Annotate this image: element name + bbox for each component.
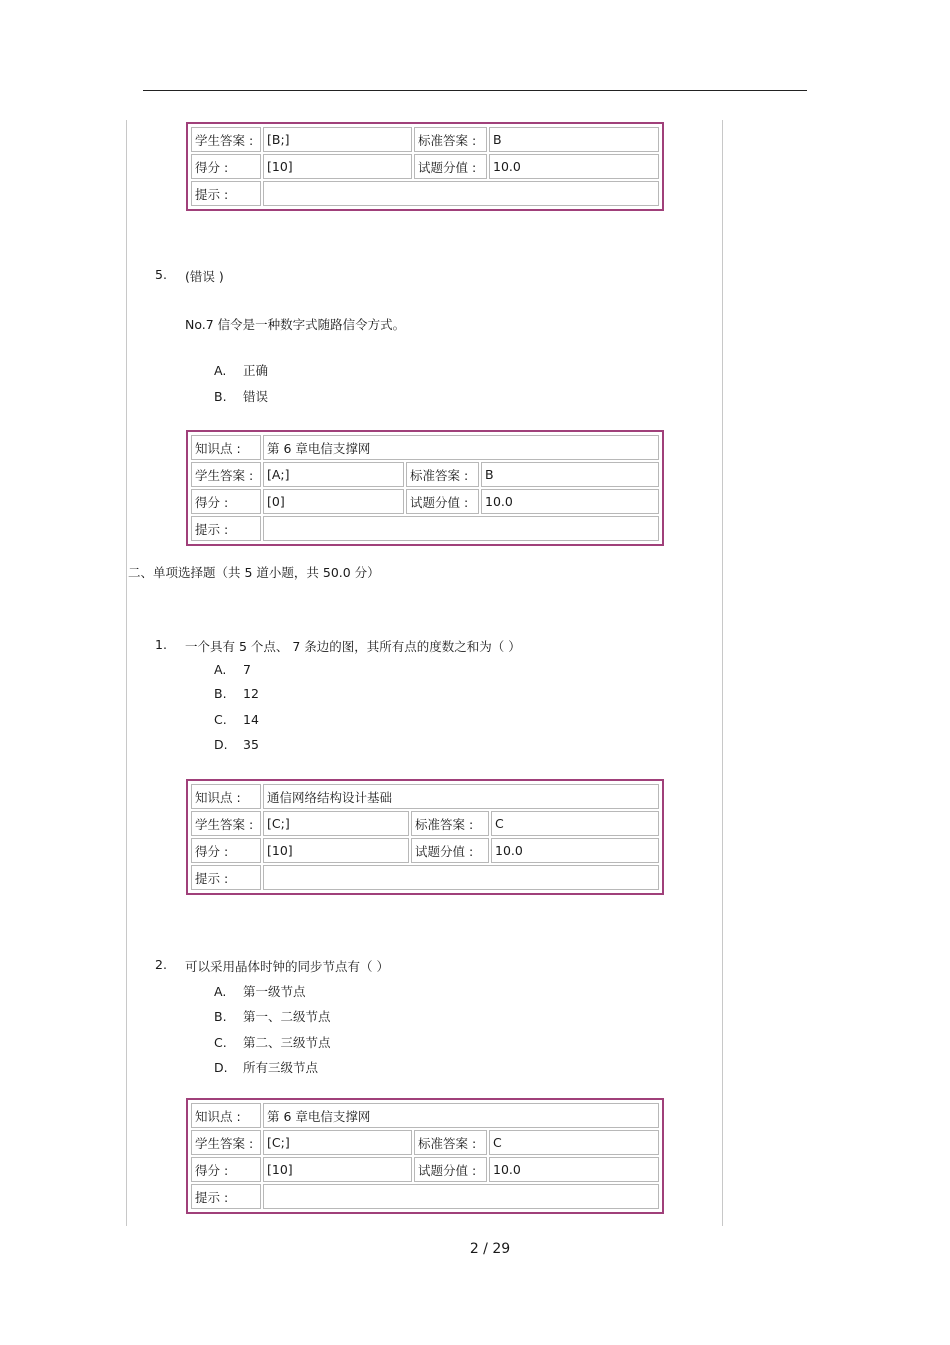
label-score: 得分 : — [191, 1157, 261, 1182]
hint-value — [263, 181, 659, 206]
option-a: A. 第一级节点 — [214, 984, 306, 999]
content-border-left — [126, 120, 127, 1226]
section-title: 二、单项选择题（共 5 道小题，共 50.0 分） — [128, 565, 380, 580]
option-a: A. 7 — [214, 662, 251, 677]
question-number: 1. — [155, 637, 167, 652]
standard-answer-value: B — [489, 127, 659, 152]
result-table-q5 — [186, 430, 664, 546]
score-value: [0] — [263, 489, 404, 514]
student-answer-value: [A;] — [263, 462, 404, 487]
option-d: D. 35 — [214, 737, 259, 752]
score-value: [10] — [263, 1157, 412, 1182]
knowledge-value: 第 6 章电信支撑网 — [263, 435, 659, 460]
option-c: C. 第二、三级节点 — [214, 1035, 331, 1050]
label-score: 得分 : — [191, 489, 261, 514]
question-status: (错误 ) — [185, 269, 224, 284]
question-number: 2. — [155, 957, 167, 972]
question-value: 10.0 — [491, 838, 659, 863]
page-number: 2 / 29 — [469, 1241, 511, 1257]
label-standard-answer: 标准答案 : — [414, 127, 487, 152]
student-answer-value: [C;] — [263, 1130, 412, 1155]
question-value: 10.0 — [489, 1157, 659, 1182]
option-b: B. 第一、二级节点 — [214, 1009, 331, 1024]
label-knowledge: 知识点 : — [191, 435, 261, 460]
score-value: [10] — [263, 154, 412, 179]
question-text: 一个具有 5 个点、 7 条边的图，其所有点的度数之和为（ ） — [185, 639, 521, 654]
standard-answer-value: C — [489, 1130, 659, 1155]
label-student-answer: 学生答案 : — [191, 1130, 261, 1155]
label-knowledge: 知识点 : — [191, 1103, 261, 1128]
standard-answer-value: C — [491, 811, 659, 836]
question-value: 10.0 — [489, 154, 659, 179]
option-b: B. 12 — [214, 686, 259, 701]
knowledge-value: 第 6 章电信支撑网 — [263, 1103, 659, 1128]
student-answer-value: [C;] — [263, 811, 409, 836]
question-number: 5. — [155, 267, 167, 282]
label-student-answer: 学生答案 : — [191, 462, 261, 487]
question-text: No.7 信令是一种数字式随路信令方式。 — [185, 317, 406, 332]
result-table-mc1 — [186, 779, 664, 895]
result-table-previous — [186, 122, 664, 211]
label-score: 得分 : — [191, 154, 261, 179]
header-rule — [143, 90, 807, 91]
label-standard-answer: 标准答案 : — [411, 811, 489, 836]
hint-value — [263, 516, 659, 541]
label-question-value: 试题分值 : — [411, 838, 489, 863]
label-question-value: 试题分值 : — [414, 154, 487, 179]
label-hint: 提示 : — [191, 865, 261, 890]
result-table-mc2 — [186, 1098, 664, 1214]
standard-answer-value: B — [481, 462, 659, 487]
student-answer-value: [B;] — [263, 127, 412, 152]
label-standard-answer: 标准答案 : — [406, 462, 479, 487]
option-c: C. 14 — [214, 712, 259, 727]
label-student-answer: 学生答案 : — [191, 127, 261, 152]
score-value: [10] — [263, 838, 409, 863]
label-hint: 提示 : — [191, 516, 261, 541]
label-student-answer: 学生答案 : — [191, 811, 261, 836]
label-score: 得分 : — [191, 838, 261, 863]
label-knowledge: 知识点 : — [191, 784, 261, 809]
question-value: 10.0 — [481, 489, 659, 514]
option-a: A. 正确 — [214, 363, 269, 378]
label-hint: 提示 : — [191, 181, 261, 206]
label-hint: 提示 : — [191, 1184, 261, 1209]
knowledge-value: 通信网络结构设计基础 — [263, 784, 659, 809]
label-question-value: 试题分值 : — [414, 1157, 487, 1182]
question-text: 可以采用晶体时钟的同步节点有（ ） — [185, 959, 389, 974]
label-question-value: 试题分值 : — [406, 489, 479, 514]
option-d: D. 所有三级节点 — [214, 1060, 319, 1075]
option-b: B. 错误 — [214, 389, 269, 404]
label-standard-answer: 标准答案 : — [414, 1130, 487, 1155]
hint-value — [263, 865, 659, 890]
content-border-right — [722, 120, 723, 1226]
hint-value — [263, 1184, 659, 1209]
